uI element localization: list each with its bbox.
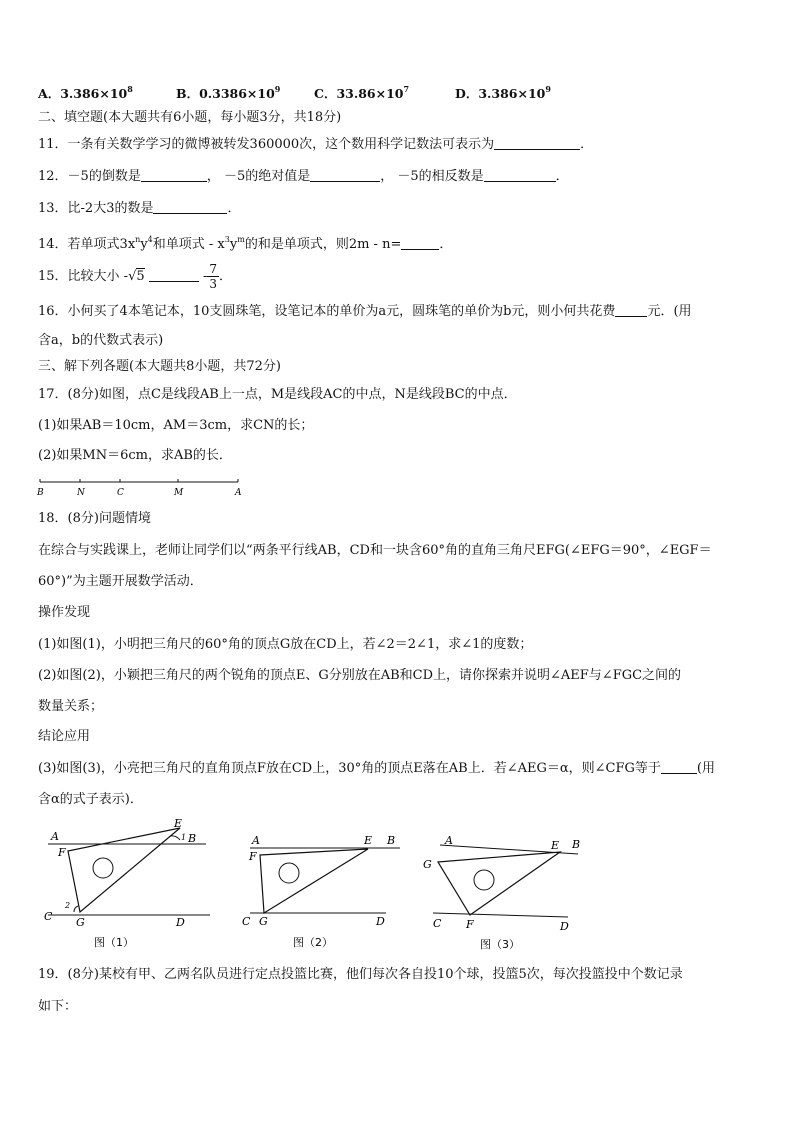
question-12-part-c: ， －5的相反数是: [380, 169, 484, 184]
answer-blank[interactable]: [401, 237, 439, 250]
section-2-heading: 二、填空题(本大题共有6小题，每小题3分，共18分): [38, 110, 342, 125]
question-17-part-1: (1)如果AB＝10cm，AM＝3cm，求CN的长；: [38, 418, 314, 433]
question-16-line-1: [38, 304, 692, 320]
q14-sup: n: [135, 235, 141, 244]
figure-caption: 图（2）: [293, 936, 333, 949]
answer-blank[interactable]: [149, 269, 199, 282]
answer-blank[interactable]: [494, 137, 580, 150]
label-c: C: [242, 915, 251, 928]
label-a: A: [445, 834, 453, 847]
sqrt-icon: √: [128, 269, 137, 284]
label-d: D: [560, 920, 569, 933]
option-value: 33.86×10: [336, 86, 404, 101]
point-label-b: B: [37, 488, 44, 498]
label-e: E: [551, 839, 560, 852]
label-c: C: [433, 917, 442, 930]
operation-heading: 操作发现: [38, 605, 91, 620]
question-13-text: 13．比-2大3的数是: [38, 201, 154, 216]
q18-part-2-line-1: (2)如图(2)，小颖把三角尺的两个锐角的顶点E、G分别放在AB和CD上，请你探索并说明∠AEF与∠FGC之间的: [38, 668, 682, 683]
q18-intro-line-2: 60°)”为主题开展数学活动．: [38, 574, 203, 589]
label-a: A: [252, 834, 260, 847]
option-value: 0.3386×10: [199, 86, 275, 101]
label-g: G: [76, 916, 85, 929]
option-a: [38, 84, 133, 102]
option-letter: C．: [314, 86, 337, 101]
answer-blank[interactable]: [153, 201, 227, 214]
punctuation: ．: [555, 169, 569, 184]
question-15: [38, 262, 232, 292]
triangle-hole: [93, 858, 113, 878]
label-f: F: [466, 918, 474, 931]
triangle-hole: [474, 870, 494, 890]
conclusion-heading: 结论应用: [38, 729, 91, 744]
label-e: E: [174, 817, 183, 830]
question-12: [38, 169, 569, 185]
option-b: [176, 84, 280, 102]
q15-minus: -: [202, 269, 208, 284]
label-b: B: [572, 838, 581, 851]
label-c: C: [44, 910, 53, 923]
answer-blank[interactable]: [484, 169, 556, 182]
line-cd: [433, 913, 568, 917]
label-g: G: [259, 915, 268, 928]
question-14: [38, 232, 452, 253]
label-a: A: [51, 830, 59, 843]
fraction-denominator: 3: [209, 277, 217, 291]
q14-text: 14．若单项式3x: [38, 237, 136, 252]
option-value: 3.386×10: [478, 86, 546, 101]
fraction-numerator: 7: [209, 262, 217, 276]
question-18: 18．(8分)问题情境: [38, 511, 151, 526]
figure-3: [423, 834, 580, 951]
option-exponent: 8: [127, 84, 133, 94]
fraction: [207, 262, 219, 291]
angle-2-arc: [74, 906, 78, 912]
q15-text: 15．比较大小 -: [38, 269, 129, 284]
point-label-n: N: [77, 488, 85, 498]
label-angle-2: 2: [65, 901, 71, 910]
triangle-hole: [279, 863, 299, 883]
option-letter: A．: [38, 86, 61, 101]
label-d: D: [376, 915, 385, 928]
triangle: [68, 828, 180, 912]
question-16-text-end: 元．(用: [647, 304, 692, 319]
point-label-c: C: [117, 488, 124, 498]
option-letter: B．: [176, 86, 200, 101]
figure-caption: 图（3）: [480, 938, 520, 951]
q18-part-2-line-2: 数量关系；: [38, 699, 104, 714]
q14-sup: m: [237, 235, 245, 244]
label-b: B: [188, 832, 197, 845]
q14-text: y: [140, 237, 148, 252]
answer-blank[interactable]: [615, 304, 647, 317]
label-b: B: [387, 834, 396, 847]
question-11-text: 11．一条有关数学学习的微博被转发360000次，这个数用科学记数法可表示为: [38, 137, 495, 152]
option-value: 3.386×10: [60, 86, 128, 101]
question-12-part-a: 12．－5的倒数是: [38, 169, 141, 184]
triangle: [260, 849, 368, 913]
q18-intro-line-1: 在综合与实践课上，老师让同学们以“两条平行线AB，CD和一块含60°角的直角三角尺EFG(∠EFG＝90°，∠EGF＝: [38, 543, 712, 558]
figures-row: [38, 816, 588, 956]
triangle: [438, 852, 560, 915]
q14-text: 的和是单项式，则2m - n=: [244, 237, 402, 252]
segment-diagram: [34, 474, 254, 500]
q18-part-3-line-2: 含α的式子表示)．: [38, 792, 143, 807]
punctuation: ．: [218, 269, 232, 284]
label-f: F: [249, 850, 257, 863]
label-angle-1: 1: [181, 833, 187, 842]
question-12-part-b: ， －5的绝对值是: [206, 169, 311, 184]
option-d: [455, 84, 551, 102]
sqrt-radicand: 5: [136, 269, 145, 284]
q14-text: y: [229, 237, 238, 252]
label-d: D: [176, 916, 185, 929]
q14-sup: 4: [147, 235, 153, 244]
question-19-line-2: 如下：: [38, 999, 78, 1014]
point-label-m: M: [174, 488, 184, 498]
option-exponent: 9: [545, 84, 551, 94]
label-f: F: [58, 846, 66, 859]
section-3-heading: 三、解下列各题(本大题共8小题，共72分): [38, 359, 281, 374]
answer-blank[interactable]: [310, 169, 380, 182]
question-16-line-2: 含a，b的代数式表示): [38, 333, 164, 348]
label-e: E: [364, 834, 373, 847]
q14-text: 和单项式 - x: [152, 237, 225, 252]
figure-2: [242, 834, 400, 949]
figure-caption: 图（1）: [94, 936, 134, 949]
q14-sup: 3: [224, 235, 230, 244]
question-13: 13．比-2大3的数是 ．: [38, 201, 241, 216]
option-c: [314, 84, 409, 102]
q18-part-3-line-1: [38, 761, 715, 777]
answer-blank[interactable]: [141, 169, 207, 182]
angle-1-arc: [170, 836, 180, 840]
question-16-text: 16．小何买了4本笔记本，10支圆珠笔，设笔记本的单价为a元，圆珠笔的单价为b元，则小何共花费: [38, 304, 616, 319]
punctuation: ．: [439, 237, 453, 252]
question-11: 11．一条有关数学学习的微博被转发360000次，这个数用科学记数法可表示为 ．: [38, 137, 594, 152]
point-label-a: A: [235, 488, 242, 498]
option-exponent: 7: [403, 84, 410, 94]
question-19-line-1: 19．(8分)某校有甲、乙两名队员进行定点投篮比赛，他们每次各自投10个球，投篮5次，每次投篮投中个数记录: [38, 967, 683, 982]
q18-part-3-text-end: (用: [696, 761, 715, 776]
option-letter: D．: [455, 86, 479, 101]
answer-blank[interactable]: [661, 761, 697, 774]
question-17: 17．(8分)如图，点C是线段AB上一点，M是线段AC的中点，N是线段BC的中点．: [38, 387, 517, 402]
option-exponent: 9: [274, 84, 281, 94]
figure-1: [44, 817, 210, 949]
label-g: G: [423, 858, 432, 871]
question-18-part-1: (1)如图(1)，小明把三角尺的60°角的顶点G放在CD上，若∠2＝2∠1，求∠1的度数；: [38, 637, 533, 652]
question-17-part-2: (2)如果MN＝6cm，求AB的长．: [38, 448, 232, 463]
q18-part-3-text: (3)如图(3)，小亮把三角尺的直角顶点F放在CD上，30°角的顶点E落在AB上．若∠AEG＝α，则∠CFG等于: [38, 761, 661, 776]
